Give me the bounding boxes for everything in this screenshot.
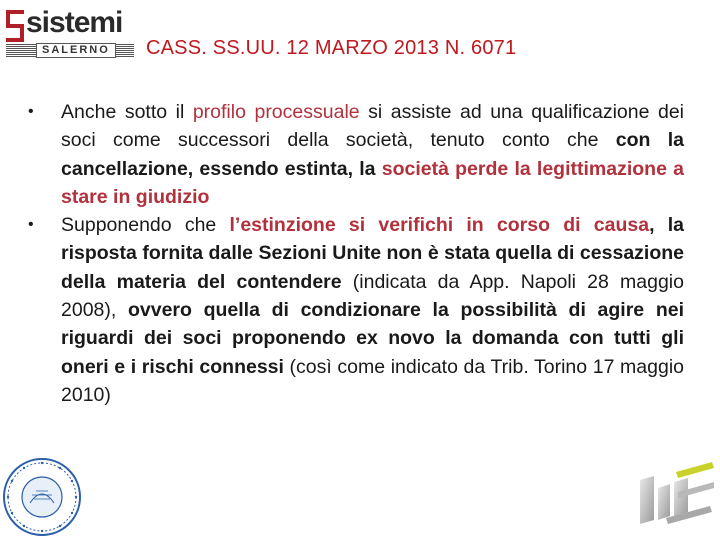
bullet-text [61, 98, 684, 211]
highlight-bold-segment: l’estinzione si verifichi in corso di causa [229, 214, 650, 237]
logo-wordmark: sistemi [26, 6, 123, 39]
s-logo-icon [4, 10, 28, 42]
bold-segment: ovvero quella di condizionare la possibilità di agire nei riguardi dei soci proponendo ex novo la domanda con tutti gli oneri e i rischi connessi [61, 299, 684, 378]
brand-mark-icon [636, 458, 716, 530]
highlight-segment: profilo processuale [192, 101, 360, 123]
highlight-bold-segment: società perde la legittimazione a stare in giudizio [61, 157, 684, 208]
bullet-marker: • [28, 103, 34, 120]
bullet-marker: • [28, 216, 34, 234]
slide-title: CASS. SS.UU. 12 MARZO 2013 N. 6071 [146, 37, 517, 59]
seal-icon [0, 455, 84, 540]
text-segment: (così come indicato da Trib. Torino 17 maggio 2010) [61, 355, 684, 406]
bullet-item [28, 98, 684, 211]
logo-city: SALERNO [36, 43, 116, 58]
text-segment: Supponendo che [61, 214, 230, 237]
text-segment: (indicata da App. Napoli 28 maggio 2008), [61, 270, 684, 322]
text-segment: Anche sotto il [61, 101, 193, 123]
bullet-text [61, 211, 684, 409]
bold-segment: , la risposta fornita dalle Sezioni Unite non è stata quella di cessazione della materia del contendere [61, 214, 684, 293]
text-segment: si assiste ad una qualificazione dei soci come successori della società, tenuto conto che [61, 101, 684, 152]
bold-segment: con la cancellazione, essendo estinta, la [61, 129, 684, 180]
sistemi-logo [4, 8, 136, 64]
bullet-item [28, 211, 684, 409]
bullet-list [28, 98, 684, 409]
